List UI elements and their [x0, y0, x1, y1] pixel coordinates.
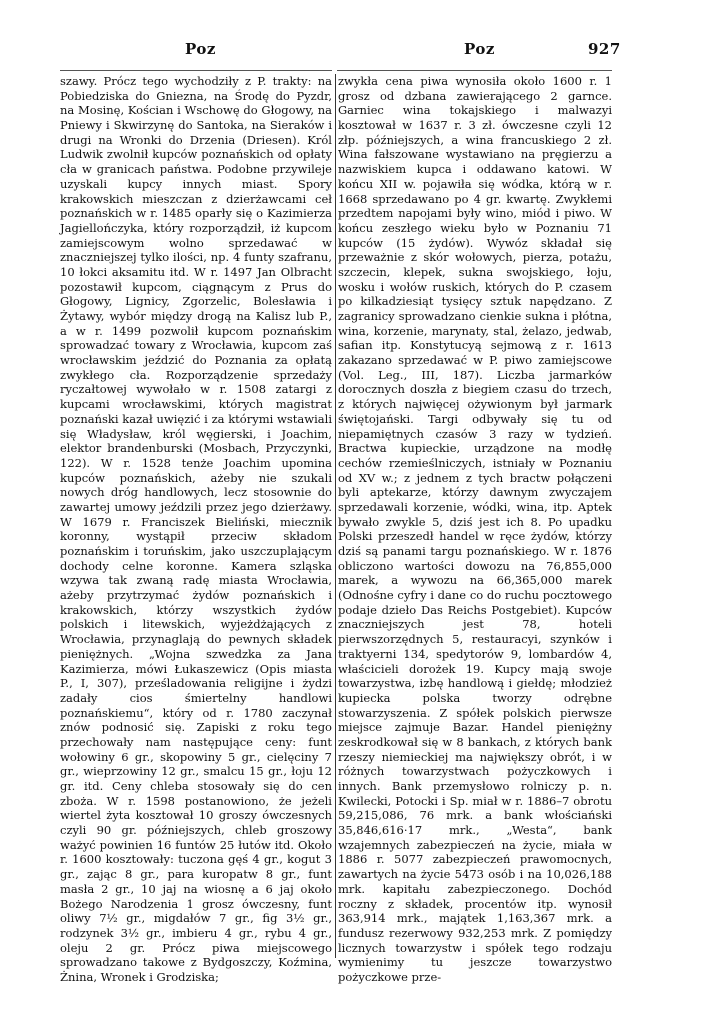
column-text-right: zwykła cena piwa wynosiła około 1600 r. 1 grosz od dzbana zawierającego 2 garnce. Garniec wina tokajskiego i malwazyi kosztował w 1637 r. 3 zł. ówczesne czyli 12 złp. późniejszych, a wina francuskiego 2 zł. Wina fałszowane wystawiano na pręgierzu a nazwiskiem kupca i oddawano katowi. W końcu XII w. pojawiła się wódka, którą w r. 1668 sprzedawano po 4 gr. kwartę. Zwykłemi przedtem napojami były wino, miód i piwo. W końcu zeszłego wieku było w Poznaniu 71 kupców (15 żydów). Wywóz składał się przeważnie z skór wołowych, pierza, potażu, szczecin, klepek, sukna swojskiego, łoju, wosku i wołów ruskich, których do P. czasem po kilkadziesiąt tysięcy sztuk napędzano. Z zagranicy sprowadzano cienkie sukna i płótna, wina, korzenie, marynaty, stal, żelazo, jedwab, safian itp. Konstytucyą sejmową z r. 1613 zakazano sprzedawać w P. piwo zamiejscowe (Vol. Leg., III, 187). Liczba jarmarków dorocznych doszła z biegiem czasu do trzech, z których najwięcej ożywionym był jarmark świętojański. Targi odbywały się tu od niepamiętnych czasów 3 razy w tydzień. Bractwa kupieckie, urządzone na modłę cechów rzemieślniczych, istniały w Poznaniu od XV w.; z jednem z tych bractw połączeni byli aptekarze, którzy dawnym zwyczajem sprzedawali korzenie, wódki, wina, itp. Aptek bywało zwykle 5, dziś jest ich 8. Po upadku Polski przeszedł handel w ręce żydów, którzy dziś są panami targu poznańskiego. W r. 1876 obliczono wartości dowozu na 76,855,000 marek, a wywozu na 66,365,000 marek (Odnośne cyfry i dane co do ruchu pocztowego podaje dzieło Das Reichs Postgebiet). Kupców znaczniejszych jest 78, hoteli pierwszorzędnych 5, restauracyi, szynków i traktyerni 134, spedytorów 9, lombardów 4, właścicieli dorożek 19. Kupcy mają swoje towarzystwa, izbę handlową i giełdę; młodzież kupiecka polska tworzy odrębne stowarzyszenia. Z spółek polskich pierwsze miejsce zajmuje Bazar. Handel pieniężny zeskrodkował się w 8 bankach, z których bank rzeszy niemieckiej ma największy obrót, i w różnych towarzystwach pożyczkowych i innych. Bank przemysłowo rolniczy p. n. Kwilecki, Potocki i Sp. miał w r. 1886–7 obrotu 59,215,086, 76 mrk. a bank włościański 35,846,616·17 mrk., „Westa“, bank wzajemnych zabezpieczeń na życie, miała w 1886 r. 5077 zabezpieczeń prawomocnych, zawartych na życie 5473 osób i na 10,026,188 mrk. kapitału zabezpieczonego. Dochód roczny z składek, procentów itp. wynosił 363,914 mrk., majątek 1,163,367 mrk. a fundusz rezerwowy 932,253 mrk. Z pomiędzy licznych towarzystw i spółek tego rodzaju wymienimy tu jeszcze towarzystwo pożyczkowe prze-	[338, 74, 612, 984]
header-rule-left	[60, 70, 332, 71]
running-head-right: Poz	[464, 40, 495, 58]
column-text-left: szawy. Prócz tego wychodziły z P. trakty: na Pobiedziska do Gniezna, na Środę do Pyzdr, na Mosinę, Kościan i Wschowę do Głogowy, na Pniewy i Skwirzynę do Santoka, na Sieraków i drugi na Wronki do Drzenia (Driesen). Król Ludwik zwolnił kupców poznańskich od opłaty cła w granicach państwa. Podobne przywileje uzyskali kupcy innych miast. Spory krakowskich mieszczan z dzierżawcami ceł poznańskich w r. 1485 oparły się o Kazimierza Jagiellończyka, który rozporządził, iż kupcom zamiejscowym wolno sprzedawać w znaczniejszej tylko ilości, np. 4 funty szafranu, 10 łokci aksamitu itd. W r. 1497 Jan Olbracht pozostawił kupcom, ciągnącym z Prus do Głogowy, Lignicy, Zgorzelic, Bolesławia i Żytawy, wybór między drogą na Kalisz lub P., a w r. 1499 pozwolił kupcom poznańskim sprowadzać towary z Wrocławia, kupcom zaś wrocławskim jeździć do Poznania za opłatą zwykłego cła. Rozporządzenie sprzedaży ryczałtowej wywołało w r. 1508 zatargi z kupcami wrocławskimi, których magistrat poznański kazał uwięzić i za którymi wstawiali się Władysław, król węgierski, i Joachim, elektor brandenburski (Mosbach, Przyczynki, 122). W r. 1528 tenże Joachim upomina kupców poznańskich, ażeby nie szukali nowych dróg handlowych, lecz stosownie do zawartej umowy jeździli przez jego dzierżawy. W 1679 r. Franciszek Bieliński, miecznik koronny, wystąpił przeciw składom poznańskim i toruńskim, jako uszczuplającym dochody celne koronne. Kamera szląska wzywa tak zwaną radę miasta Wrocławia, ażeby przytrzymać żydów poznańskich i krakowskich, którzy wszystkich żydów polskich i litewskich, wyjeżdżających z Wrocławia, przynaglają do pewnych składek pieniężnych. „Wojna szwedzka za Jana Kazimierza, mówi Łukaszewicz (Opis miasta P., I, 307), prześladowania religijne i żydzi zadały cios śmiertelny handlowi poznańskiemu“, który od r. 1780 zaczynał znów podnosić się. Zapiski z roku tego przechowały nam następujące ceny: funt wołowiny 6 gr., skopowiny 5 gr., cielęciny 7 gr., wieprzowiny 12 gr., smalcu 15 gr., łoju 12 gr. itd. Ceny chleba stosowały się do cen zboża. W r. 1598 postanowiono, że jeżeli wiertel żyta kosztował 10 groszy ówczesnych czyli 90 gr. późniejszych, chleb groszowy ważyć powinien 16 funtów 25 łutów itd. Około r. 1600 kosztowały: tuczona gęś 4 gr., kogut 3 gr., zając 8 gr., para kuropatw 8 gr., funt masła 2 gr., 10 jaj na wiosnę a 6 jaj około Bożego Narodzenia 1 grosz ówczesny, funt oliwy 7½ gr., migdałów 7 gr., fig 3½ gr., rodzynek 3½ gr., imbieru 4 gr., rybu 4 gr., oleju 2 gr. Prócz piwa miejscowego sprowadzano takowe z Bydgoszczy, Koźmina, Żnina, Wronek i Grodziska;	[60, 74, 332, 984]
page-number: 927	[588, 40, 621, 58]
header-rule-right	[337, 70, 612, 71]
page-header	[0, 40, 720, 70]
running-head-left: Poz	[185, 40, 216, 58]
text-column-left	[60, 74, 332, 985]
text-column-right	[338, 74, 612, 985]
column-divider	[335, 74, 336, 958]
